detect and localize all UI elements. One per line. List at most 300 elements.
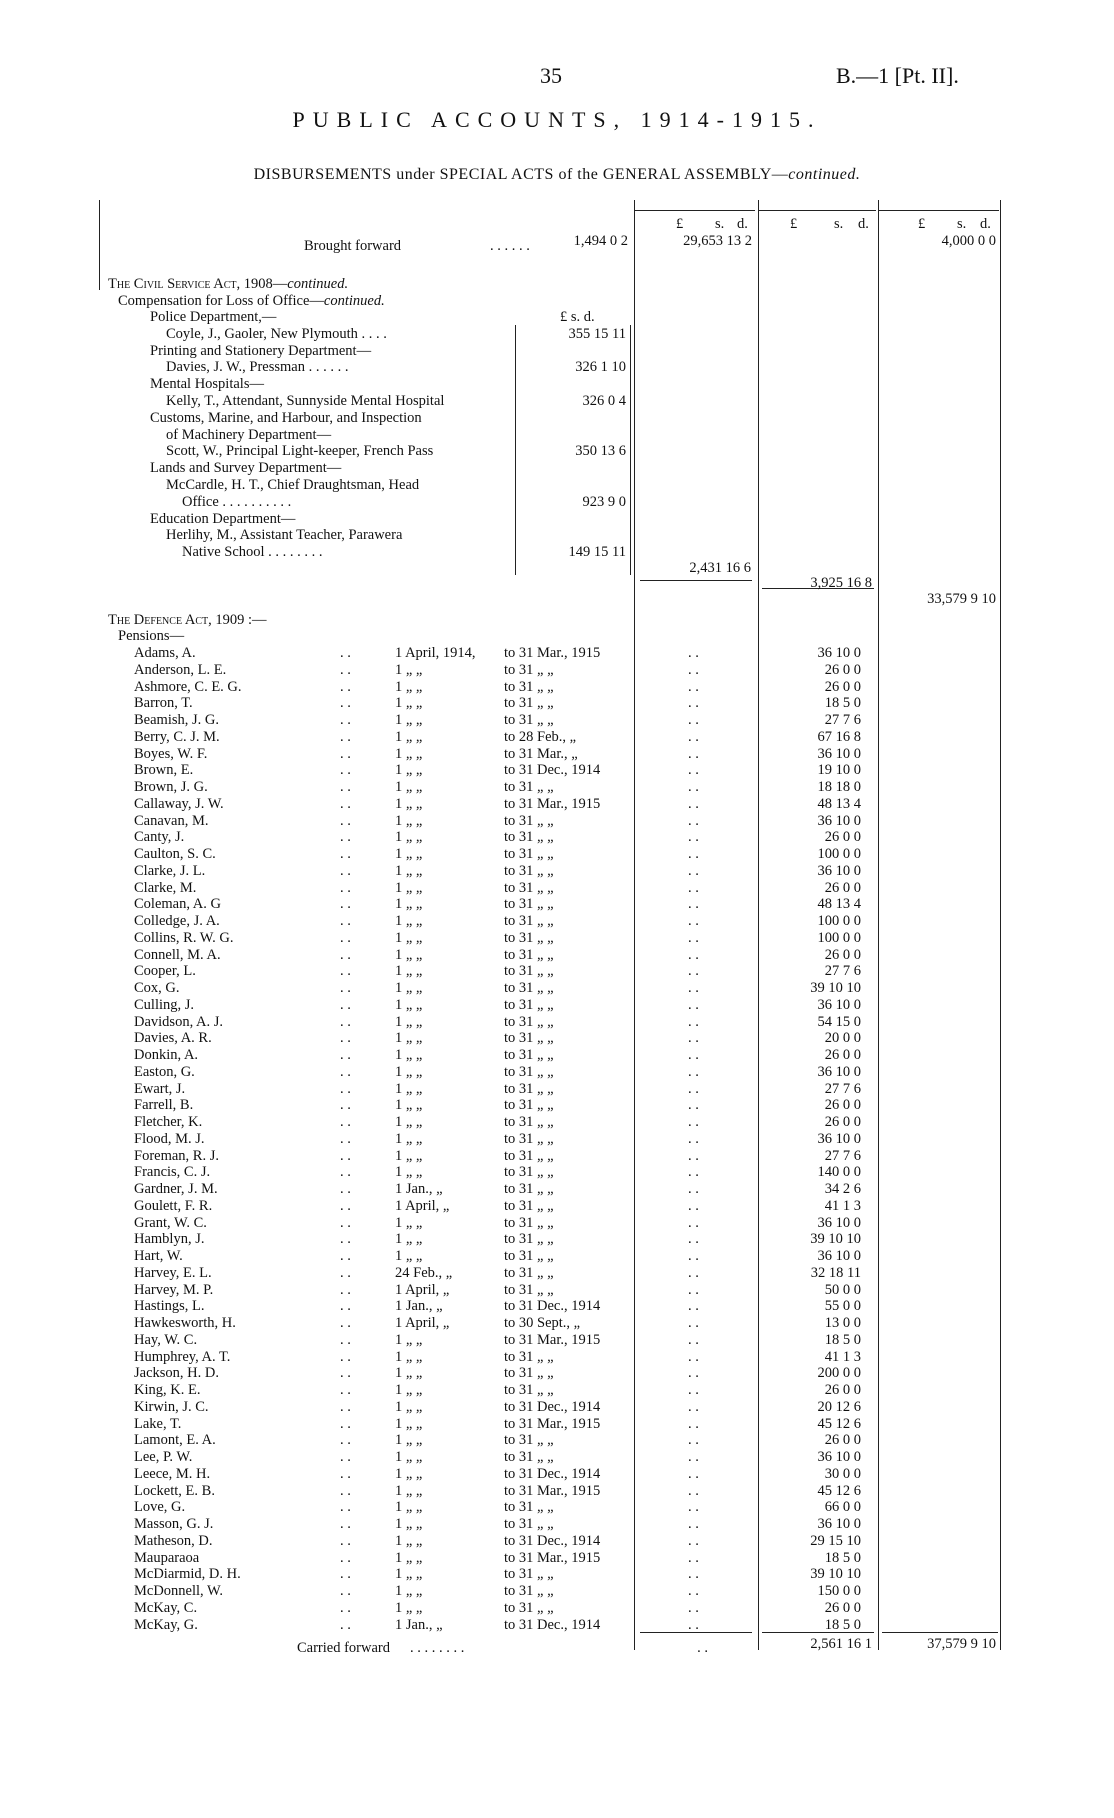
pension-to-date: to 31 „ „ [504,1365,554,1382]
pension-amount: 55 0 0 [824,1298,861,1315]
pension-from-date: 1 „ „ [395,1549,423,1566]
pension-leader-dots: . . [340,929,351,946]
pension-col1-dots: . . [688,1147,699,1164]
pension-leader-dots: . . [340,1532,351,1549]
civil-service-line-amount: 350 13 6 [575,443,626,460]
pension-name: Grant, W. C. [134,1214,207,1231]
pension-leader-dots: . . [340,745,351,762]
pension-leader-dots: . . [340,1516,351,1532]
pension-from-date: 1 „ „ [395,1063,423,1080]
pension-to-date: to 31 „ „ [504,980,554,996]
pension-amount: 26 0 0 [824,661,861,678]
pension-to-date: to 31 „ „ [504,946,554,963]
civil-service-line-text: Herlihy, M., Assistant Teacher, Parawera [166,527,403,544]
civil-service-line-text: Coyle, J., Gaoler, New Plymouth . . . . [166,325,387,342]
pension-amount: 18 18 0 [817,779,861,795]
pension-to-date: to 31 Mar., 1915 [504,645,601,661]
pension-col1-dots: . . [688,1197,699,1214]
pension-from-date: 1 „ „ [395,1499,423,1516]
pension-to-date: to 31 „ „ [504,779,554,795]
pension-leader-dots: . . [340,1063,351,1080]
pension-col1-dots: . . [688,1298,699,1315]
civil-service-line-text: Customs, Marine, and Harbour, and Inspection [150,409,422,426]
pension-leader-dots: . . [340,1164,351,1181]
civil-service-line-amount: 923 9 0 [582,493,626,510]
pension-name: Culling, J. [134,996,195,1013]
pension-amount: 100 0 0 [817,846,861,862]
pension-name: Lee, P. W. [134,1449,193,1465]
pension-name: Matheson, D. [134,1532,213,1549]
pension-to-date: to 31 Mar., „ [504,745,578,762]
pension-to-date: to 31 „ „ [504,678,554,695]
pension-name: Hastings, L. [134,1298,205,1315]
compensation-heading-continued: continued. [323,293,385,309]
pension-col1-dots: . . [688,1231,699,1248]
pension-amount: 39 10 10 [810,1566,861,1583]
pension-col1-dots: . . [688,1047,699,1063]
pension-amount: 54 15 0 [817,1013,861,1030]
pension-name: Ewart, J. [134,1080,186,1097]
pension-to-date: to 31 „ „ [504,1013,554,1030]
pension-amount: 36 10 0 [817,745,861,762]
pension-amount: 20 0 0 [824,1030,861,1047]
header-rule-col2 [759,210,876,211]
pension-name: Colledge, J. A. [134,913,220,929]
pension-leader-dots: . . [340,1047,351,1063]
pension-name: Foreman, R. J. [134,1147,219,1164]
pension-from-date: 1 „ „ [395,762,423,779]
pension-col1-dots: . . [688,1181,699,1197]
pension-to-date: to 31 „ „ [504,846,554,862]
pension-col1-dots: . . [688,1331,699,1348]
pension-leader-dots: . . [340,1181,351,1197]
civil-service-line-text: Native School . . . . . . . . [182,544,323,561]
pension-col1-dots: . . [688,996,699,1013]
pension-to-date: to 31 „ „ [504,929,554,946]
pension-leader-dots: . . [340,1248,351,1264]
pension-from-date: 1 „ „ [395,745,423,762]
pension-leader-dots: . . [340,779,351,795]
civil-service-heading-year: , 1908— [236,276,288,292]
pension-to-date: to 31 Dec., 1914 [504,1398,601,1415]
pension-from-date: 1 „ „ [395,913,423,929]
pension-col1-dots: . . [688,1248,699,1264]
pension-from-date: 1 „ „ [395,846,423,862]
pension-name: McDonnell, W. [134,1583,224,1599]
pension-col1-dots: . . [688,1348,699,1365]
pension-from-date: 1 „ „ [395,1599,423,1616]
pension-from-date: 1 „ „ [395,1532,423,1549]
pension-name: Flood, M. J. [134,1130,205,1147]
pension-col1-dots: . . [688,913,699,929]
pension-from-date: 1 „ „ [395,1047,423,1063]
pension-to-date: to 31 „ „ [504,1599,554,1616]
civil-service-line-text: Printing and Stationery Department— [150,342,372,359]
pension-amount: 48 13 4 [817,896,861,913]
pension-from-date: 1 „ „ [395,1331,423,1348]
pension-amount: 36 10 0 [817,996,861,1013]
pension-col1-dots: . . [688,762,699,779]
pension-leader-dots: . . [340,829,351,846]
pension-col1-dots: . . [688,1382,699,1398]
pension-leader-dots: . . [340,728,351,745]
pension-amount: 39 10 10 [810,980,861,996]
pension-leader-dots: . . [340,1549,351,1566]
pension-name: McKay, G. [134,1616,198,1633]
pension-from-date: 1 „ „ [395,896,423,913]
pension-to-date: to 31 „ „ [504,1063,554,1080]
pension-from-date: 1 „ „ [395,829,423,846]
inner-column-rule-right [630,325,631,575]
pension-name: Davies, A. R. [134,1030,212,1047]
pension-amount: 27 7 6 [824,1080,861,1097]
pension-from-date: 1 „ „ [395,1030,423,1047]
inner-currency-header: £ s. d. [560,309,595,325]
pension-to-date: to 31 Dec., 1914 [504,762,601,779]
subtitle-main: DISBURSEMENTS under SPECIAL ACTS of the GENERAL ASSEMBLY— [253,166,789,183]
pension-from-date: 1 „ „ [395,1449,423,1465]
pension-leader-dots: . . [340,1315,351,1331]
document-reference: B.—1 [Pt. II]. [836,63,959,88]
pension-amount: 200 0 0 [817,1365,861,1382]
pension-leader-dots: . . [340,1583,351,1599]
pension-to-date: to 31 Mar., 1915 [504,1331,601,1348]
pension-leader-dots: . . [340,1449,351,1465]
pension-amount: 27 7 6 [824,963,861,980]
pension-to-date: to 31 „ „ [504,1047,554,1063]
pension-to-date: to 31 Mar., 1915 [504,795,601,812]
pension-amount: 45 12 6 [817,1482,861,1499]
pension-from-date: 1 „ „ [395,879,423,896]
pension-name: King, K. E. [134,1382,201,1398]
pension-to-date: to 31 „ „ [504,1499,554,1516]
pension-name: Hart, W. [134,1248,183,1264]
pension-leader-dots: . . [340,1281,351,1298]
pension-amount: 13 0 0 [824,1315,861,1331]
pension-col1-dots: . . [688,661,699,678]
pension-leader-dots: . . [340,946,351,963]
pension-leader-dots: . . [340,1432,351,1449]
pension-leader-dots: . . [340,645,351,661]
pension-to-date: to 31 „ „ [504,1348,554,1365]
pension-name: Canty, J. [134,829,185,846]
pension-leader-dots: . . [340,1566,351,1583]
pension-amount: 66 0 0 [824,1499,861,1516]
pension-name: Hawkesworth, H. [134,1315,236,1331]
civil-service-line-amount: 355 15 11 [568,325,626,342]
pension-col1-dots: . . [688,896,699,913]
pensions-heading: Pensions— [118,628,185,644]
pension-amount: 150 0 0 [817,1583,861,1599]
pension-col1-dots: . . [688,963,699,980]
pension-to-date: to 31 „ „ [504,1080,554,1097]
pension-col1-dots: . . [688,829,699,846]
pension-amount: 67 16 8 [817,728,861,745]
pension-leader-dots: . . [340,862,351,879]
compensation-heading-text: Compensation for Loss of Office— [118,293,324,309]
pension-to-date: to 31 Mar., 1915 [504,1549,601,1566]
pension-amount: 26 0 0 [824,946,861,963]
pension-amount: 140 0 0 [817,1164,861,1181]
pension-from-date: 1 Jan., „ [395,1298,443,1315]
pension-name: Cooper, L. [134,963,196,980]
pension-name: Brown, J. G. [134,779,208,795]
pension-to-date: to 31 Dec., 1914 [504,1616,601,1633]
pension-name: McKay, C. [134,1599,198,1616]
pension-leader-dots: . . [340,1097,351,1114]
pension-name: Lockett, E. B. [134,1482,215,1499]
pension-name: Adams, A. [134,645,196,661]
pension-from-date: 1 „ „ [395,1214,423,1231]
pension-name: Farrell, B. [134,1097,194,1114]
page-number: 35 [540,63,562,88]
pension-col1-dots: . . [688,1516,699,1532]
pension-leader-dots: . . [340,846,351,862]
pension-to-date: to 31 „ „ [504,1097,554,1114]
pension-name: Jackson, H. D. [134,1365,219,1382]
pension-name: Francis, C. J. [134,1164,211,1181]
pension-leader-dots: . . [340,678,351,695]
pension-to-date: to 31 „ „ [504,1231,554,1248]
pension-col1-dots: . . [688,946,699,963]
pension-to-date: to 31 „ „ [504,1382,554,1398]
defence-heading-title: The Defence Act [108,612,209,628]
civil-service-line-text: Education Department— [150,510,296,527]
pension-leader-dots: . . [340,1147,351,1164]
pension-name: Caulton, S. C. [134,846,216,862]
pension-from-date: 1 „ „ [395,728,423,745]
pension-name: Clarke, M. [134,879,197,896]
pension-from-date: 1 „ „ [395,1348,423,1365]
civil-service-heading-title: The Civil Service Act [108,276,237,292]
pension-to-date: to 31 „ „ [504,1130,554,1147]
subtitle-continued: continued. [788,166,861,183]
pension-col1-dots: . . [688,1465,699,1482]
pension-col1-dots: . . [688,1080,699,1097]
pension-leader-dots: . . [340,1030,351,1047]
pension-name: Ashmore, C. E. G. [134,678,242,695]
pension-amount: 20 12 6 [817,1398,861,1415]
pension-to-date: to 31 „ „ [504,1114,554,1130]
pension-col1-dots: . . [688,1281,699,1298]
pension-name: Connell, M. A. [134,946,221,963]
pension-leader-dots: . . [340,1465,351,1482]
pension-name: Beamish, J. G. [134,712,219,728]
pension-leader-dots: . . [340,1114,351,1130]
pension-leader-dots: . . [340,1616,351,1633]
civil-service-line-amount: 326 0 4 [582,393,626,409]
carried-forward-col1: . . [697,1640,708,1656]
header-rule-col1 [635,210,755,211]
civil-service-line-amount: 149 15 11 [568,544,626,561]
pension-amount: 36 10 0 [817,1248,861,1264]
pension-from-date: 1 „ „ [395,980,423,996]
pension-to-date: to 31 „ „ [504,712,554,728]
pension-amount: 26 0 0 [824,1097,861,1114]
pension-to-date: to 31 Mar., 1915 [504,1415,601,1432]
defence-heading-year: , 1909 :— [208,612,267,628]
pension-col1-dots: . . [688,1482,699,1499]
pension-from-date: 1 „ „ [395,678,423,695]
pension-leader-dots: . . [340,1398,351,1415]
pension-leader-dots: . . [340,879,351,896]
pension-from-date: 1 „ „ [395,1097,423,1114]
pension-col1-dots: . . [688,1415,699,1432]
pension-from-date: 1 „ „ [395,1080,423,1097]
pension-leader-dots: . . [340,661,351,678]
pension-from-date: 1 „ „ [395,929,423,946]
pension-from-date: 1 „ „ [395,695,423,712]
pension-leader-dots: . . [340,695,351,712]
pension-amount: 27 7 6 [824,712,861,728]
pension-col1-dots: . . [688,1164,699,1181]
civil-service-line-text: McCardle, H. T., Chief Draughtsman, Head [166,477,420,493]
pension-leader-dots: . . [340,1499,351,1516]
civil-service-total-col3: 33,579 9 10 [927,591,996,607]
pension-amount: 18 5 0 [824,1331,861,1348]
pension-from-date: 1 „ „ [395,1465,423,1482]
pension-col1-dots: . . [688,812,699,829]
pension-amount: 36 10 0 [817,1214,861,1231]
pension-leader-dots: . . [340,963,351,980]
pension-name: Masson, G. J. [134,1516,214,1532]
pension-col1-dots: . . [688,980,699,996]
pension-amount: 26 0 0 [824,829,861,846]
pension-amount: 100 0 0 [817,929,861,946]
pension-col1-dots: . . [688,846,699,862]
pension-col1-dots: . . [688,678,699,695]
column-rule-4 [1000,200,1001,1650]
pension-from-date: 1 „ „ [395,812,423,829]
pension-amount: 45 12 6 [817,1415,861,1432]
pension-from-date: 1 „ „ [395,1231,423,1248]
pension-from-date: 1 „ „ [395,963,423,980]
pension-to-date: to 31 „ „ [504,1181,554,1197]
pension-amount: 48 13 4 [817,795,861,812]
pension-leader-dots: . . [340,1231,351,1248]
pension-col1-dots: . . [688,1549,699,1566]
pension-to-date: to 31 „ „ [504,1281,554,1298]
pension-name: Coleman, A. G [134,896,221,913]
pension-to-date: to 31 „ „ [504,963,554,980]
carried-forward-col3: 37,579 9 10 [927,1636,996,1652]
pension-leader-dots: . . [340,1482,351,1499]
pension-col1-dots: . . [688,1030,699,1047]
pension-amount: 18 5 0 [824,695,861,712]
brought-forward-label: Brought forward [304,238,402,254]
pension-col1-dots: . . [688,712,699,728]
pension-col1-dots: . . [688,1114,699,1130]
pension-to-date: to 31 „ „ [504,1030,554,1047]
pension-name: Love, G. [134,1499,186,1516]
pension-from-date: 1 „ „ [395,1164,423,1181]
pension-name: Goulett, F. R. [134,1197,213,1214]
pension-name: Canavan, M. [134,812,209,829]
pension-leader-dots: . . [340,1599,351,1616]
pension-name: Barron, T. [134,695,193,712]
pension-from-date: 1 „ „ [395,1432,423,1449]
pension-name: Anderson, L. E. [134,661,227,678]
pension-col1-dots: . . [688,1499,699,1516]
column-rule-2 [758,200,759,1650]
pension-col1-dots: . . [688,1532,699,1549]
pension-amount: 36 10 0 [817,1063,861,1080]
pension-from-date: 1 „ „ [395,946,423,963]
pension-col1-dots: . . [688,1315,699,1331]
pension-to-date: to 31 Dec., 1914 [504,1532,601,1549]
pension-leader-dots: . . [340,712,351,728]
pension-leader-dots: . . [340,896,351,913]
civil-service-line-text: Lands and Survey Department— [150,460,342,477]
pension-amount: 36 10 0 [817,862,861,879]
pension-from-date: 1 „ „ [395,1365,423,1382]
pension-amount: 36 10 0 [817,1516,861,1532]
pension-to-date: to 31 „ „ [504,896,554,913]
pension-name: Davidson, A. J. [134,1013,224,1030]
pension-from-date: 1 Jan., „ [395,1616,443,1633]
carried-forward-col2: 2,561 16 1 [810,1636,872,1652]
pension-name: Lamont, E. A. [134,1432,216,1449]
pension-amount: 27 7 6 [824,1147,861,1164]
civil-service-line-text: Mental Hospitals— [150,376,264,393]
pension-name: Hamblyn, J. [134,1231,205,1248]
pension-amount: 18 5 0 [824,1616,861,1633]
brought-forward-col3: 4,000 0 0 [941,233,996,249]
pension-from-date: 1 „ „ [395,1566,423,1583]
pension-leader-dots: . . [340,1130,351,1147]
pension-name: Fletcher, K. [134,1114,203,1130]
pension-from-date: 1 „ „ [395,712,423,728]
pension-name: Clarke, J. L. [134,862,206,879]
pension-to-date: to 31 „ „ [504,812,554,829]
pension-leader-dots: . . [340,1331,351,1348]
pension-leader-dots: . . [340,1365,351,1382]
pension-col1-dots: . . [688,1063,699,1080]
pension-name: Cox, G. [134,980,180,996]
carried-forward-label: Carried forward [297,1640,390,1656]
pension-to-date: to 31 „ „ [504,661,554,678]
pension-from-date: 1 „ „ [395,1382,423,1398]
pension-amount: 32 18 11 [810,1264,861,1281]
pension-to-date: to 31 „ „ [504,1566,554,1583]
pension-amount: 18 5 0 [824,1549,861,1566]
carried-forward-dots: . . . . . . . . [410,1640,465,1656]
pension-amount: 50 0 0 [824,1281,861,1298]
pension-col1-dots: . . [688,1130,699,1147]
civil-service-line-amount: 326 1 10 [575,359,626,376]
brought-forward-dots: . . . . . . [490,238,530,254]
pension-from-date: 1 „ „ [395,1482,423,1499]
pension-to-date: to 31 „ „ [504,1449,554,1465]
pension-name: Boyes, W. F. [134,745,208,762]
table-left-rule [99,200,100,290]
page-title: PUBLIC ACCOUNTS, 1914-1915. [292,107,822,132]
pension-from-date: 1 „ „ [395,996,423,1013]
civil-service-total-col1: 2,431 16 6 [689,560,751,576]
pension-to-date: to 31 „ „ [504,695,554,712]
pension-col1-dots: . . [688,1432,699,1449]
pension-name: Humphrey, A. T. [134,1348,231,1365]
pension-leader-dots: . . [340,762,351,779]
inner-column-rule-left [515,325,516,575]
pension-col1-dots: . . [688,1566,699,1583]
pension-amount: 34 2 6 [824,1181,861,1197]
pension-col1-dots: . . [688,795,699,812]
pension-amount: 30 0 0 [824,1465,861,1482]
pension-leader-dots: . . [340,1382,351,1398]
pension-amount: 26 0 0 [824,1114,861,1130]
pension-to-date: to 31 „ „ [504,1147,554,1164]
